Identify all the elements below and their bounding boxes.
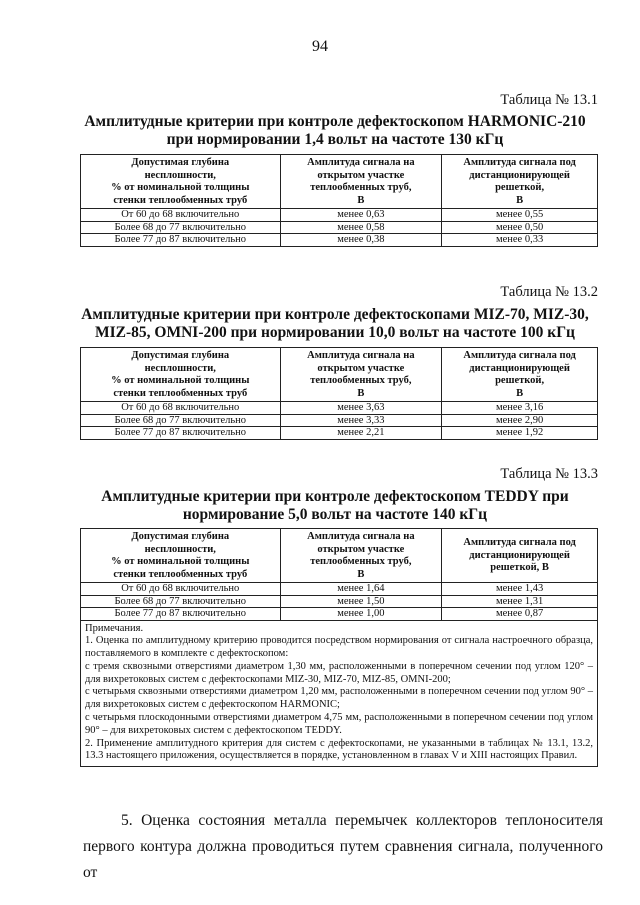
header-grid-amplitude xyxy=(442,529,598,583)
header-line: Амплитуда сигнала на xyxy=(307,350,415,361)
header-line: дистанционирующей xyxy=(469,362,570,374)
header-line: решеткой, В xyxy=(490,562,549,574)
table-row xyxy=(81,402,598,415)
cell-depth: Более 68 до 77 включительно xyxy=(81,414,281,427)
criteria-table-13-2 xyxy=(80,347,598,440)
note-paragraph: с четырьмя плоскодонными отверстиями диаметром 4,75 мм, расположенными в поперечном сечении под углом 90° – для вихретоковых систем с дефектоскопом TEDDY. xyxy=(85,712,593,736)
cell-open-amplitude: менее 3,63 xyxy=(280,402,442,415)
table-title-13-2 xyxy=(60,306,610,342)
header-line: стенки теплообменных труб xyxy=(113,194,248,206)
cell-grid-amplitude: менее 2,90 xyxy=(442,414,598,427)
criteria-table-13-1 xyxy=(80,154,598,247)
cell-open-amplitude: менее 0,38 xyxy=(280,234,442,247)
header-line: В xyxy=(357,387,365,399)
table-header-row xyxy=(81,155,598,209)
header-line: дистанционирующей xyxy=(469,169,570,181)
cell-grid-amplitude: менее 0,50 xyxy=(442,221,598,234)
header-line: решеткой, xyxy=(495,375,545,386)
header-line: несплошности, xyxy=(144,169,216,181)
header-line: решеткой, xyxy=(495,182,545,193)
cell-grid-amplitude: менее 0,55 xyxy=(442,209,598,222)
table-notes xyxy=(81,620,598,767)
header-line: теплообменных труб, xyxy=(310,182,412,193)
header-open-amplitude xyxy=(280,348,442,402)
header-grid-amplitude xyxy=(442,155,598,209)
header-line: открытом участке xyxy=(317,362,405,374)
cell-grid-amplitude: менее 3,16 xyxy=(442,402,598,415)
header-line: Амплитуда сигнала под xyxy=(463,537,576,549)
header-line: Амплитуда сигнала под xyxy=(463,350,576,361)
header-line: В xyxy=(357,568,365,580)
cell-grid-amplitude: менее 1,92 xyxy=(442,427,598,440)
cell-grid-amplitude: менее 1,31 xyxy=(442,595,598,608)
body-paragraph: 5. Оценка состояния металла перемычек коллекторов теплоносителя первого контура должна проводиться путем сравнения сигнала, полученного от xyxy=(83,812,603,881)
header-line: Допустимая глубина xyxy=(131,157,230,168)
table-label-13-2: Таблица № 13.2 xyxy=(500,284,598,300)
page-number: 94 xyxy=(312,38,328,55)
table-title-line: нормирование 5,0 вольт на частоте 140 кГц xyxy=(182,506,488,523)
table-notes-row xyxy=(81,620,598,767)
cell-grid-amplitude: менее 0,87 xyxy=(442,608,598,621)
header-line: В xyxy=(516,194,524,206)
header-depth xyxy=(81,348,281,402)
cell-depth: От 60 до 68 включительно xyxy=(81,583,281,596)
table-title-line: MIZ-85, OMNI-200 при нормировании 10,0 вольт на частоте 100 кГц xyxy=(95,324,575,341)
cell-depth: Более 77 до 87 включительно xyxy=(81,608,281,621)
table-title-13-3 xyxy=(60,488,610,524)
table-row xyxy=(81,608,598,621)
table-row xyxy=(81,414,598,427)
header-line: В xyxy=(357,194,365,206)
note-paragraph: 1. Оценка по амплитудному критерию проводится посредством нормирования от сигнала настроечного образца, поставляемого в комплекте с дефектоскопом: xyxy=(85,635,593,660)
header-line: дистанционирующей xyxy=(469,549,570,561)
table-row xyxy=(81,234,598,247)
cell-depth: Более 68 до 77 включительно xyxy=(81,221,281,234)
table-title-line: Амплитудные критерии при контроле дефектоскопами MIZ-70, MIZ-30, xyxy=(81,306,589,323)
cell-depth: От 60 до 68 включительно xyxy=(81,402,281,415)
header-line: % от номинальной толщины xyxy=(111,556,250,567)
header-line: Допустимая глубина xyxy=(131,350,230,361)
header-depth xyxy=(81,155,281,209)
note-paragraph: 2. Применение амплитудного критерия для систем с дефектоскопами, не указанными в таблицах № 13.1, 13.2, 13.3 настоящего приложения, осуществляется в порядке, установленном в главах V и XIII настоящих Правил. xyxy=(85,737,593,762)
header-line: Амплитуда сигнала на xyxy=(307,531,415,542)
header-open-amplitude xyxy=(280,529,442,583)
cell-open-amplitude: менее 1,64 xyxy=(280,583,442,596)
header-line: несплошности, xyxy=(144,362,216,374)
header-depth xyxy=(81,529,281,583)
cell-grid-amplitude: менее 1,43 xyxy=(442,583,598,596)
table-title-line: при нормировании 1,4 вольт на частоте 130 кГц xyxy=(166,131,504,148)
header-line: теплообменных труб, xyxy=(310,556,412,567)
cell-depth: От 60 до 68 включительно xyxy=(81,209,281,222)
cell-open-amplitude: менее 0,63 xyxy=(280,209,442,222)
header-line: открытом участке xyxy=(317,169,405,181)
table-header-row xyxy=(81,348,598,402)
table-row xyxy=(81,595,598,608)
header-line: открытом участке xyxy=(317,543,405,555)
header-line: стенки теплообменных труб xyxy=(113,387,248,399)
criteria-table-13-3 xyxy=(80,528,598,767)
table-label-13-1: Таблица № 13.1 xyxy=(500,92,598,108)
table-header-row xyxy=(81,529,598,583)
cell-depth: Более 77 до 87 включительно xyxy=(81,234,281,247)
notes-heading: Примечания. xyxy=(85,622,144,634)
header-line: стенки теплообменных труб xyxy=(113,568,248,580)
cell-open-amplitude: менее 0,58 xyxy=(280,221,442,234)
header-grid-amplitude xyxy=(442,348,598,402)
header-line: % от номинальной толщины xyxy=(111,375,250,386)
note-paragraph: с тремя сквозными отверстиями диаметром 1,30 мм, расположенными в поперечном сечении под углом 120° – для вихретоковых систем с дефектоскопами MIZ-30, MIZ-70, MIZ-85, OMNI-200; xyxy=(85,660,593,685)
header-line: теплообменных труб, xyxy=(310,375,412,386)
table-title-line: Амплитудные критерии при контроле дефектоскопом HARMONIC-210 xyxy=(84,113,586,130)
table-title-13-1 xyxy=(60,113,610,149)
note-paragraph: с четырьмя сквозными отверстиями диаметром 1,20 мм, расположенными в поперечном сечении под углом 90° – для вихретоковых систем с дефектоскопом HARMONIC; xyxy=(85,686,593,711)
cell-open-amplitude: менее 1,00 xyxy=(280,608,442,621)
table-title-line: Амплитудные критерии при контроле дефектоскопом TEDDY при xyxy=(101,488,569,505)
table-row xyxy=(81,221,598,234)
header-line: несплошности, xyxy=(144,543,216,555)
cell-depth: Более 68 до 77 включительно xyxy=(81,595,281,608)
header-line: Амплитуда сигнала на xyxy=(307,157,415,168)
cell-open-amplitude: менее 1,50 xyxy=(280,595,442,608)
cell-grid-amplitude: менее 0,33 xyxy=(442,234,598,247)
header-line: Амплитуда сигнала под xyxy=(463,157,576,168)
body-text xyxy=(83,808,603,886)
header-line: В xyxy=(516,387,524,399)
table-label-13-3: Таблица № 13.3 xyxy=(500,466,598,482)
cell-open-amplitude: менее 3,33 xyxy=(280,414,442,427)
cell-open-amplitude: менее 2,21 xyxy=(280,427,442,440)
table-row xyxy=(81,427,598,440)
table-row xyxy=(81,209,598,222)
cell-depth: Более 77 до 87 включительно xyxy=(81,427,281,440)
header-line: % от номинальной толщины xyxy=(111,182,250,193)
header-line: Допустимая глубина xyxy=(131,531,230,542)
header-open-amplitude xyxy=(280,155,442,209)
table-row xyxy=(81,583,598,596)
